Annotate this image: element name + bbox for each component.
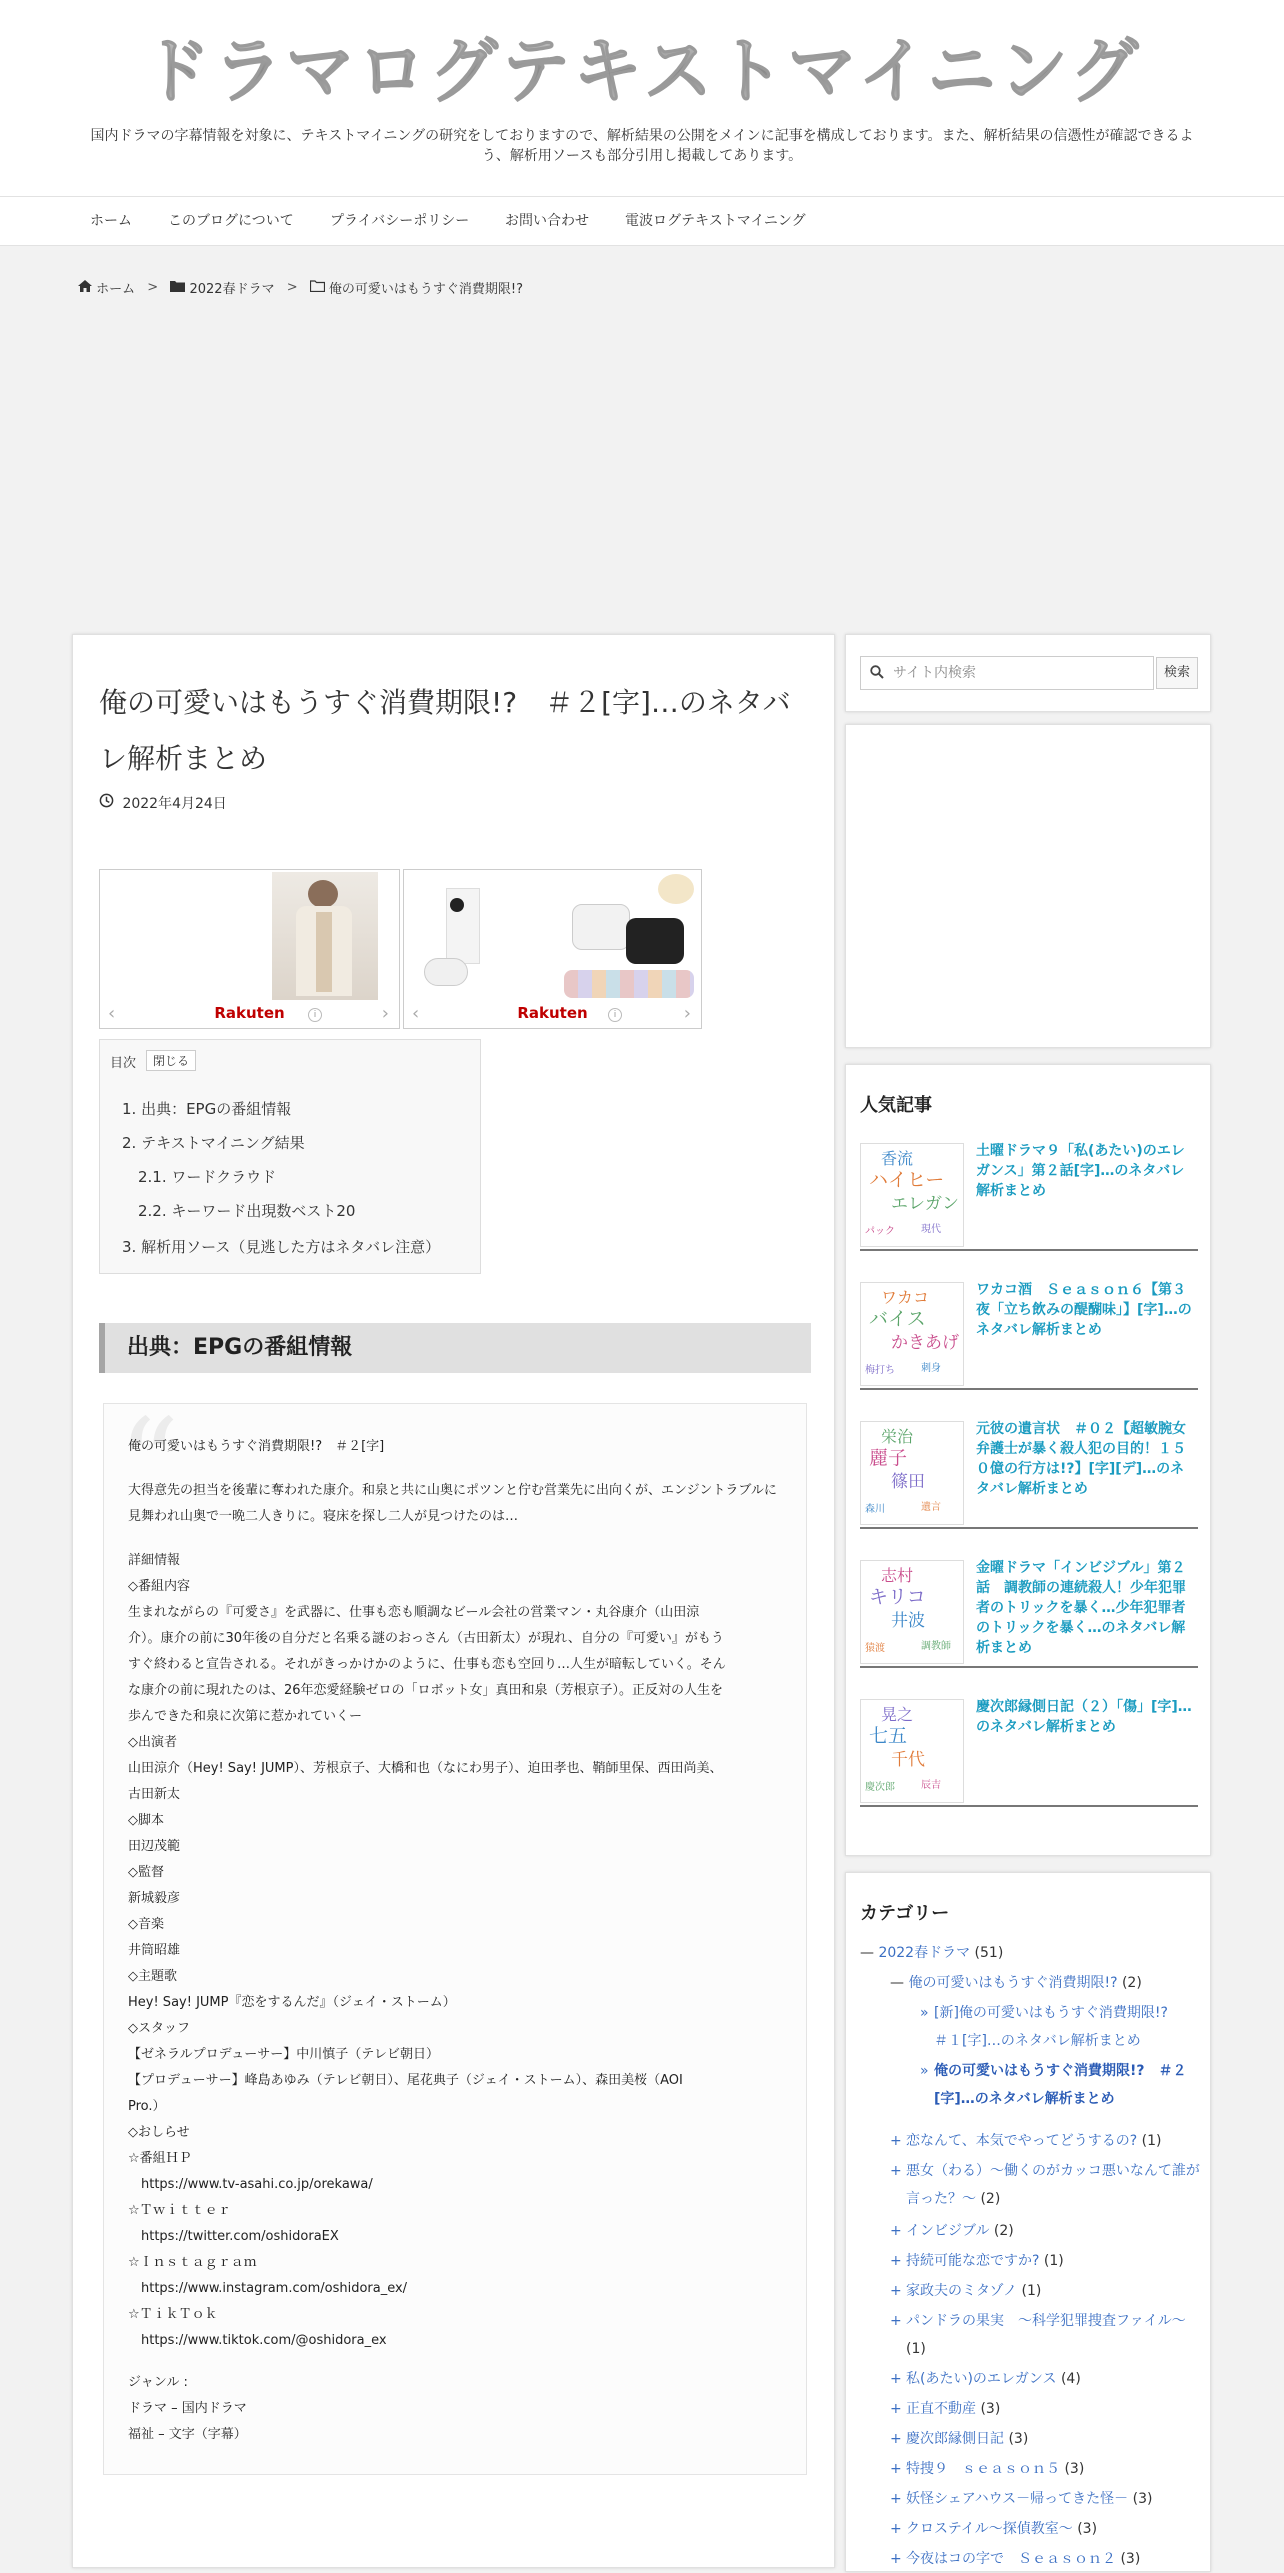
product-image-masks[interactable] (564, 874, 694, 1000)
category-count: (2) (1121, 1975, 1142, 1991)
search-button[interactable]: 検索 (1156, 657, 1198, 689)
chevron-right-icon[interactable]: › (381, 1003, 389, 1024)
plus-icon[interactable]: + (890, 2461, 902, 2477)
epg-detail-line: 山田涼介（Hey! Say! JUMP）、芳根京子、大橋和也（なにわ男子）、迫田孝也、鞘師里保、西田尚美、 (128, 1761, 723, 1776)
breadcrumb-home[interactable]: ホーム (96, 282, 136, 297)
word-cloud-word: キリコ (869, 1586, 926, 1608)
toc-close-button[interactable]: 閉じる (146, 1050, 196, 1071)
chevron-left-icon[interactable]: ‹ (108, 1003, 116, 1024)
word-cloud-word: 調教師 (921, 1641, 951, 1652)
category-count: (51) (974, 1945, 1004, 1961)
epg-detail-line: 【プロデューサー】峰島あゆみ（テレビ朝日）、尾花典子（ジェイ・ストーム）、森田美桜（AOI (128, 2073, 683, 2088)
epg-detail-line: ◇監督 (128, 1865, 164, 1880)
popular-post-item[interactable] (860, 1419, 1198, 1529)
breadcrumb-separator: > (286, 280, 298, 295)
folder-icon (170, 280, 185, 296)
word-cloud-word: 刺身 (921, 1363, 941, 1374)
epg-detail-line: 新城毅彦 (128, 1891, 181, 1906)
category-widget (845, 1872, 1211, 2572)
epg-detail-line: ◇番組内容 (128, 1579, 190, 1594)
word-cloud-word: ワカコ (881, 1288, 930, 1307)
category-count: (1) (906, 2341, 926, 2357)
nav-contact[interactable]: お問い合わせ (505, 213, 589, 229)
word-cloud-word: 辰吉 (921, 1780, 941, 1791)
nav-home[interactable]: ホーム (90, 213, 132, 229)
epg-detail-line: ◇音楽 (128, 1917, 164, 1932)
category-count: (1) (1043, 2253, 1064, 2269)
epg-detail-line: https://www.instagram.com/oshidora_ex/ (128, 2281, 408, 2296)
ad-space (72, 312, 1212, 612)
word-cloud-word: 栄治 (881, 1427, 914, 1446)
word-cloud-word: 現代 (921, 1224, 941, 1235)
info-icon[interactable]: i (608, 1008, 622, 1022)
category-link[interactable]: 慶次郎縁側日記 (906, 2431, 1004, 2447)
table-of-contents (99, 1039, 481, 1274)
category-item[interactable] (890, 2277, 1200, 2305)
epg-detail-line: Pro.） (128, 2099, 166, 2114)
category-link[interactable]: 正直不動産 (906, 2401, 976, 2417)
chevron-left-icon[interactable]: ‹ (412, 1003, 420, 1024)
popular-post-item[interactable] (860, 1141, 1198, 1251)
rakuten-logo[interactable]: Rakuten (214, 1004, 285, 1022)
epg-detail-line: https://twitter.com/oshidoraEX (128, 2229, 339, 2244)
entry-title (99, 675, 799, 787)
nav-privacy-policy[interactable]: プライバシーポリシー (330, 213, 470, 229)
plus-icon[interactable]: + (890, 2491, 902, 2507)
word-cloud-word: 晃之 (881, 1705, 914, 1724)
word-cloud-word: 慶次郎 (865, 1782, 895, 1793)
plus-icon[interactable]: + (890, 2371, 902, 2387)
word-cloud-word: エレガン (891, 1194, 959, 1214)
toc-label: 目次 (110, 1056, 137, 1071)
word-cloud-thumbnail[interactable] (860, 1282, 964, 1386)
word-cloud-thumbnail[interactable] (860, 1560, 964, 1664)
category-count: (3) (1120, 2551, 1141, 2567)
popular-post-item[interactable] (860, 1280, 1198, 1390)
word-cloud-word: 七五 (869, 1725, 908, 1747)
word-cloud-word: 梅打ち (865, 1365, 895, 1376)
epg-summary: 大得意先の担当を後輩に奪われた康介。和泉と共に山奥にポツンと佇む営業先に出向くが、エンジントラブルに見舞われ山奥で一晩二人きりに。寝床を探し二人が見つけたのは… (128, 1483, 777, 1524)
toc-item-source[interactable]: 1. 出典：EPGの番組情報 (122, 1100, 292, 1118)
popular-posts-widget (845, 1064, 1211, 1856)
plus-icon[interactable]: + (890, 2551, 902, 2567)
epg-detail-line: ◇おしらせ (128, 2125, 190, 2140)
epg-program-title: 俺の可愛いはもうすぐ消費期限!? ＃２[字] (128, 1439, 385, 1454)
category-item-2022-spring[interactable]: — 2022春ドラマ (51) (860, 1945, 1004, 1961)
category-item[interactable] (890, 2545, 1200, 2573)
plus-icon[interactable]: + (890, 2133, 902, 2149)
info-icon[interactable]: i (308, 1008, 322, 1022)
popular-post-title[interactable]: 慶次郎縁側日記（２）「傷」[字]…のネタバレ解析まとめ (976, 1699, 1192, 1735)
epg-detail-line: https://www.tiktok.com/@oshidora_ex (128, 2333, 387, 2348)
popular-post-title[interactable]: ワカコ酒 Ｓｅａｓｏｎ６【第３夜「立ち飲みの醍醐味」】[字]…のネタバレ解析まとめ (976, 1282, 1192, 1338)
plus-icon[interactable]: + (890, 2253, 902, 2269)
plus-icon[interactable]: + (890, 2431, 902, 2447)
category-item[interactable] (890, 2425, 1200, 2453)
post-date (99, 793, 227, 813)
category-count: (2) (993, 2223, 1014, 2239)
category-item[interactable] (890, 2515, 1200, 2543)
product-image-console[interactable] (420, 888, 520, 998)
epg-detail-line: https://www.tv-asahi.co.jp/orekawa/ (128, 2177, 373, 2192)
plus-icon[interactable]: + (890, 2163, 902, 2179)
rakuten-widget-1[interactable] (99, 869, 400, 1029)
plus-icon[interactable]: + (890, 2313, 902, 2329)
category-item[interactable] (890, 2485, 1200, 2513)
rakuten-widget-2[interactable] (403, 869, 702, 1029)
category-link[interactable]: 2022春ドラマ (878, 1945, 971, 1961)
category-count: (3) (980, 2401, 1001, 2417)
bullet-icon: » (920, 2005, 929, 2021)
word-cloud-thumbnail[interactable] (860, 1143, 964, 1247)
epg-genre (128, 2370, 788, 2448)
epg-detail-line: Hey! Say! JUMP『恋をするんだ』（ジェイ・ストーム） (128, 1995, 456, 2010)
popular-post-item[interactable] (860, 1558, 1198, 1668)
word-cloud-word: パック (865, 1226, 895, 1237)
category-count: (3) (1064, 2461, 1085, 2477)
popular-post-title[interactable]: 元彼の遺言状 ＃０２【超敏腕女弁護士が暴く殺人犯の目的！１５０億の行方は!?】[字][デ]…のネタバレ解析まとめ (976, 1421, 1186, 1497)
popular-post-item[interactable] (860, 1697, 1198, 1807)
toc-item-wordcloud[interactable]: 2.1. ワードクラウド (138, 1168, 277, 1186)
word-cloud-word: 麗子 (869, 1447, 908, 1469)
epg-detail-line: 【ゼネラルプロデューサー】中川慎子（テレビ朝日） (128, 2047, 439, 2062)
category-count: (2) (980, 2191, 1001, 2207)
word-cloud-word: ハイヒー (869, 1169, 945, 1191)
epg-detail-line: ◇主題歌 (128, 1969, 177, 1984)
site-logo[interactable] (0, 22, 1284, 112)
word-cloud-word: バイス (869, 1308, 926, 1330)
category-count: (1) (1141, 2133, 1162, 2149)
plus-icon[interactable]: + (890, 2223, 902, 2239)
category-count: (3) (1132, 2491, 1153, 2507)
sidebar-ad (845, 724, 1211, 1048)
category-item[interactable] (890, 2365, 1200, 2393)
quote-icon: “ (118, 1394, 180, 1533)
word-cloud-word: 香流 (881, 1149, 914, 1168)
breadcrumb-subcategory[interactable]: 俺の可愛いはもうすぐ消費期限!? (328, 282, 524, 297)
search-input[interactable]: サイト内検索 (860, 656, 1154, 690)
category-link[interactable]: 悪女（わる）～働くのがカッコ悪いなんて誰が言った？～ (906, 2163, 1200, 2207)
toc-item-analysis-source[interactable]: 3. 解析用ソース（見逃した方はネタバレ注意） (122, 1238, 441, 1256)
epg-genre-line: 福祉 – 文字（字幕） (128, 2427, 247, 2442)
category-link[interactable]: 持続可能な恋ですか? (906, 2253, 1040, 2269)
epg-detail-line: な康介の前に現れたのは、26年恋愛経験ゼロの「ロボット女」真田和泉（芳根京子）。正反対の人生を (128, 1683, 724, 1698)
word-cloud-word: 篠田 (891, 1472, 925, 1492)
popular-posts-title: 人気記事 (860, 1095, 932, 1116)
category-item[interactable] (890, 2395, 1200, 2423)
category-item[interactable] (890, 2217, 1200, 2245)
epg-detail-line: 生まれながらの『可愛さ』を武器に、仕事も恋も順調なビール会社の営業マン・丸谷康介（山田涼 (128, 1605, 700, 1620)
epg-detail-line: ◇脚本 (128, 1813, 164, 1828)
entry-title-line-2: レ解析まとめ (99, 742, 268, 775)
search-widget (845, 634, 1211, 712)
category-link[interactable]: 俺の可愛いはもうすぐ消費期限!? (908, 1975, 1118, 1991)
category-item[interactable] (890, 2307, 1200, 2363)
epg-detail-line: ☆ＴｉｋＴｏｋ (128, 2307, 218, 2322)
epg-detail-line: ☆Ｔｗｉｔｔｅｒ (128, 2203, 231, 2218)
word-cloud-word: 遺言 (921, 1502, 941, 1513)
site-description: 国内ドラマの字幕情報を対象に、テキストマイニングの研究をしておりますので、解析結果の公開をメインに記事を構成しております。また、解析結果の信憑性が確認できるよう、解析用ソースも部分引用し掲載してあります。 (90, 128, 1194, 164)
folder-open-icon (310, 280, 325, 296)
word-cloud-thumbnail[interactable] (860, 1421, 964, 1525)
category-link[interactable]: インビジブル (906, 2223, 990, 2239)
post-date-text: 2022年4月24日 (122, 795, 227, 812)
epg-genre-line: ドラマ – 国内ドラマ (128, 2401, 247, 2416)
nav-denpa-log[interactable]: 電波ログテキストマイニング (625, 213, 806, 229)
epg-detail-line: すぐ終わると宣告される。それがきっかけかのように、仕事も恋も空回り…人生が暗転していく。そん (128, 1657, 726, 1672)
category-item-current[interactable]: — 俺の可愛いはもうすぐ消費期限!? (2) (890, 1975, 1142, 1991)
word-cloud-word: 森川 (865, 1504, 885, 1515)
section-heading-epg: 出典：EPGの番組情報 (99, 1323, 811, 1373)
toc-item-keywords[interactable]: 2.2. キーワード出現数ベスト20 (138, 1202, 356, 1220)
word-cloud-word: 千代 (891, 1750, 925, 1770)
category-link[interactable]: 今夜はコの字で Ｓｅａｓｏｎ２ (906, 2551, 1116, 2567)
word-cloud-word: 猿渡 (865, 1643, 885, 1654)
search-icon (870, 665, 884, 683)
epg-detail-line: ☆番組ＨＰ (128, 2151, 192, 2166)
category-link[interactable]: 家政夫のミタゾノ (906, 2283, 1018, 2299)
category-link[interactable]: 私(あたい)のエレガンス (906, 2371, 1057, 2387)
breadcrumb-separator: > (147, 280, 159, 295)
nav-about[interactable]: このブログについて (168, 213, 294, 229)
site-logo-text: ドラマログテキストマイニング (142, 29, 1142, 112)
category-item[interactable] (890, 2455, 1200, 2483)
epg-details (128, 1548, 788, 2354)
breadcrumb-category[interactable]: 2022春ドラマ (189, 282, 275, 297)
category-post-1[interactable]: [新]俺の可愛いはもうすぐ消費期限!? ＃１[字]…のネタバレ解析まとめ (934, 2005, 1182, 2049)
category-link[interactable]: 特捜９ ｓｅａｓｏｎ５ (906, 2461, 1060, 2477)
epg-detail-line: 歩んできた和泉に次第に惹かれていくー (128, 1709, 363, 1724)
word-cloud-word: かきあげ (891, 1333, 959, 1353)
category-link[interactable]: クロステイル～探偵教室～ (906, 2521, 1073, 2537)
word-cloud-word: 井波 (891, 1611, 925, 1631)
epg-detail-line: 田辺茂範 (128, 1839, 181, 1854)
category-link[interactable]: 恋なんて、本気でやってどうするの? (906, 2133, 1138, 2149)
plus-icon[interactable]: + (890, 2283, 902, 2299)
category-count: (4) (1060, 2371, 1081, 2387)
entry-title-line-1: 俺の可愛いはもうすぐ消費期限!? ＃２[字]…のネタバ (99, 686, 791, 719)
epg-detail-line: ◇スタッフ (128, 2021, 190, 2036)
epg-detail-line: 井筒昭雄 (128, 1943, 181, 1958)
category-item[interactable] (890, 2157, 1200, 2213)
clock-icon (99, 793, 114, 814)
popular-post-title[interactable]: 金曜ドラマ「インビジブル」第２話 調教師の連続殺人！少年犯罪者のトリックを暴く…少年犯罪者のトリックを暴く…のネタバレ解析まとめ (976, 1560, 1186, 1656)
bullet-icon: » (920, 2063, 929, 2079)
category-title: カテゴリー (860, 1903, 950, 1924)
chevron-right-icon[interactable]: › (683, 1003, 691, 1024)
site-header (0, 0, 1284, 196)
epg-detail-line: ◇出演者 (128, 1735, 177, 1750)
word-cloud-word: 志村 (881, 1566, 914, 1585)
epg-detail-line: 詳細情報 (128, 1553, 181, 1568)
epg-blockquote (103, 1394, 807, 2475)
category-count: (3) (1077, 2521, 1098, 2537)
rakuten-logo[interactable]: Rakuten (517, 1004, 588, 1022)
plus-icon[interactable]: + (890, 2401, 902, 2417)
toc-item-results[interactable]: 2. テキストマイニング結果 (122, 1134, 305, 1152)
category-link[interactable]: 妖怪シェアハウス－帰ってきた怪－ (906, 2491, 1129, 2507)
product-image-coat[interactable] (272, 872, 378, 1000)
category-link[interactable]: パンドラの果実 ～科学犯罪捜査ファイル～ (906, 2313, 1186, 2329)
category-count: (3) (1008, 2431, 1029, 2447)
word-cloud-thumbnail[interactable] (860, 1699, 964, 1803)
epg-detail-line: 介）。康介の前に30年後の自分だと名乗る謎のおっさん（古田新太）が現れ、自分の『可愛い』がもう (128, 1631, 724, 1646)
home-icon (78, 280, 92, 296)
category-item[interactable] (890, 2247, 1200, 2275)
global-nav (0, 196, 1284, 246)
category-post-current[interactable]: 俺の可愛いはもうすぐ消費期限!? ＃２[字]…のネタバレ解析まとめ (934, 2063, 1187, 2107)
category-item[interactable] (890, 2127, 1200, 2155)
epg-genre-line: ジャンル : (128, 2375, 188, 2390)
category-count: (1) (1021, 2283, 1042, 2299)
breadcrumb (78, 278, 523, 298)
plus-icon[interactable]: + (890, 2521, 902, 2537)
popular-post-title[interactable]: 土曜ドラマ９「私(あたい)のエレガンス」第２話[字]…のネタバレ解析まとめ (976, 1143, 1185, 1199)
epg-detail-line: ☆Ｉｎｓｔａｇｒａｍ (128, 2255, 257, 2270)
epg-detail-line: 古田新太 (128, 1787, 181, 1802)
main-article (72, 634, 835, 2568)
